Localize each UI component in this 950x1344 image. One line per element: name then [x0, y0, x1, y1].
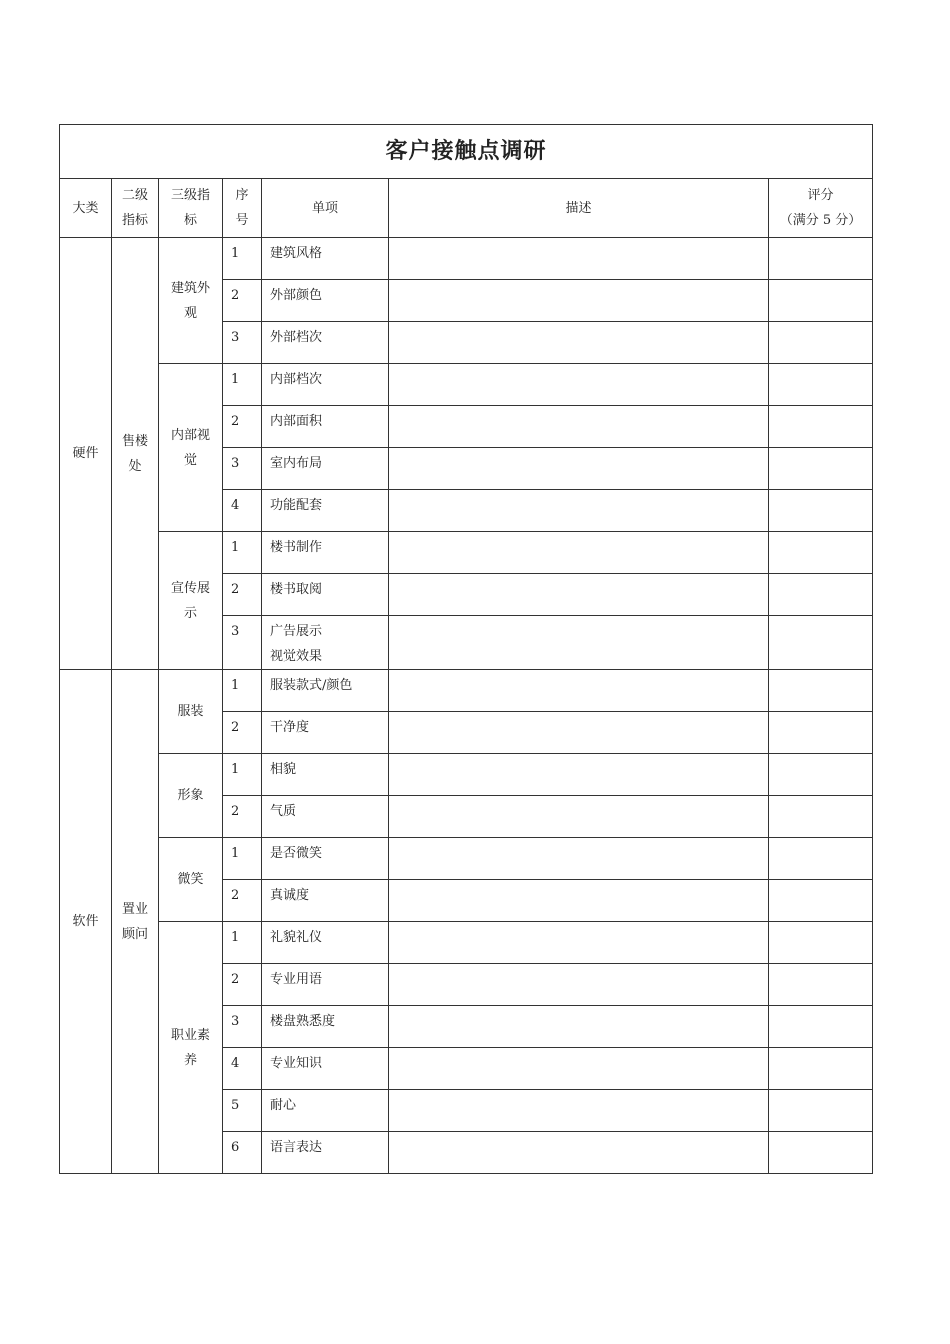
- item-label: 楼盘熟悉度: [270, 1014, 336, 1029]
- item-cell: [262, 880, 389, 922]
- seq-cell: 6: [223, 1132, 262, 1174]
- level3-cell: 形象: [159, 754, 223, 838]
- item-cell: [262, 838, 389, 880]
- description-field[interactable]: [389, 1090, 769, 1132]
- score-field[interactable]: [769, 754, 873, 796]
- item-label: 气质: [270, 804, 297, 819]
- item-label: 楼书制作: [270, 540, 323, 555]
- description-field[interactable]: [389, 796, 769, 838]
- item-cell: [262, 574, 389, 616]
- score-field[interactable]: [769, 280, 873, 322]
- level3-cell: 建筑外观: [159, 238, 223, 364]
- level3-cell: 职业素养: [159, 922, 223, 1174]
- item-cell: [262, 238, 389, 280]
- item-label: 室内布局: [270, 456, 323, 471]
- item-cell: [262, 796, 389, 838]
- table-row: [60, 532, 873, 574]
- description-field[interactable]: [389, 490, 769, 532]
- score-field[interactable]: [769, 712, 873, 754]
- seq-cell: 3: [223, 1006, 262, 1048]
- item-cell: [262, 1048, 389, 1090]
- item-cell: [262, 922, 389, 964]
- item-label: 服装款式/颜色: [270, 678, 353, 693]
- header-level2: 二级指标: [112, 179, 159, 238]
- table-row: [60, 238, 873, 280]
- seq-cell: 2: [223, 796, 262, 838]
- score-field[interactable]: [769, 448, 873, 490]
- header-score: 评分 （满分 5 分）: [769, 179, 873, 238]
- table-body: [60, 238, 873, 1174]
- item-label: 专业用语: [270, 972, 323, 987]
- score-field[interactable]: [769, 532, 873, 574]
- table-row: [60, 670, 873, 712]
- seq-cell: 1: [223, 754, 262, 796]
- header-level3: 三级指标: [159, 179, 223, 238]
- score-field[interactable]: [769, 1006, 873, 1048]
- item-label: 内部档次: [270, 372, 323, 387]
- seq-cell: 4: [223, 490, 262, 532]
- seq-cell: 2: [223, 964, 262, 1006]
- description-field[interactable]: [389, 922, 769, 964]
- item-label: 相貌: [270, 762, 297, 777]
- item-label: 外部档次: [270, 330, 323, 345]
- category-cell: 软件: [60, 670, 112, 1174]
- score-field[interactable]: [769, 964, 873, 1006]
- category-cell: 硬件: [60, 238, 112, 670]
- item-label: 礼貌礼仪: [270, 930, 323, 945]
- table-row: [60, 364, 873, 406]
- description-field[interactable]: [389, 448, 769, 490]
- description-field[interactable]: [389, 616, 769, 670]
- seq-cell: 2: [223, 712, 262, 754]
- score-field[interactable]: [769, 1132, 873, 1174]
- page-title: 客户接触点调研: [60, 125, 873, 179]
- item-cell: [262, 670, 389, 712]
- description-field[interactable]: [389, 574, 769, 616]
- score-field[interactable]: [769, 406, 873, 448]
- description-field[interactable]: [389, 406, 769, 448]
- description-field[interactable]: [389, 754, 769, 796]
- item-label: 耐心: [270, 1098, 297, 1113]
- description-field[interactable]: [389, 322, 769, 364]
- item-label: 外部颜色: [270, 288, 323, 303]
- score-field[interactable]: [769, 670, 873, 712]
- level3-cell: 服装: [159, 670, 223, 754]
- score-field[interactable]: [769, 616, 873, 670]
- seq-cell: 2: [223, 406, 262, 448]
- score-field[interactable]: [769, 238, 873, 280]
- item-cell: [262, 754, 389, 796]
- item-label: 楼书取阅: [270, 582, 323, 597]
- header-item: 单项: [262, 179, 389, 238]
- item-label: 建筑风格: [270, 246, 323, 261]
- description-field[interactable]: [389, 364, 769, 406]
- item-cell: [262, 1132, 389, 1174]
- description-field[interactable]: [389, 670, 769, 712]
- seq-cell: 1: [223, 922, 262, 964]
- item-cell: [262, 1006, 389, 1048]
- table-row: [60, 838, 873, 880]
- score-field[interactable]: [769, 322, 873, 364]
- item-label: 功能配套: [270, 498, 323, 513]
- score-field[interactable]: [769, 1048, 873, 1090]
- header-description: 描述: [389, 179, 769, 238]
- description-field[interactable]: [389, 964, 769, 1006]
- score-field[interactable]: [769, 1090, 873, 1132]
- item-cell: [262, 964, 389, 1006]
- score-field[interactable]: [769, 880, 873, 922]
- item-label: 内部面积: [270, 414, 323, 429]
- item-cell: [262, 616, 389, 670]
- seq-cell: 1: [223, 670, 262, 712]
- item-cell: [262, 490, 389, 532]
- description-field[interactable]: [389, 1048, 769, 1090]
- seq-cell: 4: [223, 1048, 262, 1090]
- item-cell: [262, 532, 389, 574]
- item-label: 广告展示: [270, 624, 323, 639]
- score-field[interactable]: [769, 574, 873, 616]
- description-field[interactable]: [389, 1006, 769, 1048]
- seq-cell: 5: [223, 1090, 262, 1132]
- description-field[interactable]: [389, 712, 769, 754]
- score-field[interactable]: [769, 838, 873, 880]
- seq-cell: 1: [223, 532, 262, 574]
- seq-cell: 2: [223, 880, 262, 922]
- item-label: 真诚度: [270, 888, 310, 903]
- score-field[interactable]: [769, 364, 873, 406]
- description-field[interactable]: [389, 838, 769, 880]
- seq-cell: 2: [223, 574, 262, 616]
- seq-cell: 3: [223, 616, 262, 670]
- description-field[interactable]: [389, 238, 769, 280]
- table-row: [60, 922, 873, 964]
- seq-cell: 1: [223, 364, 262, 406]
- seq-cell: 3: [223, 448, 262, 490]
- level3-cell: 微笑: [159, 838, 223, 922]
- description-field[interactable]: [389, 1132, 769, 1174]
- description-field[interactable]: [389, 532, 769, 574]
- item-label: 干净度: [270, 720, 310, 735]
- survey-table: [59, 124, 873, 1174]
- item-cell: [262, 322, 389, 364]
- score-field[interactable]: [769, 490, 873, 532]
- header-row: [60, 179, 873, 238]
- item-label: 语言表达: [270, 1140, 323, 1155]
- description-field[interactable]: [389, 280, 769, 322]
- item-cell: [262, 280, 389, 322]
- seq-cell: 3: [223, 322, 262, 364]
- item-cell: [262, 448, 389, 490]
- description-field[interactable]: [389, 880, 769, 922]
- item-cell: [262, 712, 389, 754]
- score-field[interactable]: [769, 922, 873, 964]
- level2-cell: 售楼处: [112, 238, 159, 670]
- survey-form: [59, 124, 872, 1174]
- item-label: 专业知识: [270, 1056, 323, 1071]
- table-row: [60, 754, 873, 796]
- item-cell: [262, 364, 389, 406]
- header-category: 大类: [60, 179, 112, 238]
- item-cell: [262, 1090, 389, 1132]
- level2-cell: 置业顾问: [112, 670, 159, 1174]
- score-field[interactable]: [769, 796, 873, 838]
- seq-cell: 1: [223, 838, 262, 880]
- item-label-line2: 视觉效果: [270, 649, 323, 664]
- item-cell: [262, 406, 389, 448]
- level3-cell: 宣传展示: [159, 532, 223, 670]
- seq-cell: 1: [223, 238, 262, 280]
- header-seq: 序号: [223, 179, 262, 238]
- level3-cell: 内部视觉: [159, 364, 223, 532]
- item-label: 是否微笑: [270, 846, 323, 861]
- seq-cell: 2: [223, 280, 262, 322]
